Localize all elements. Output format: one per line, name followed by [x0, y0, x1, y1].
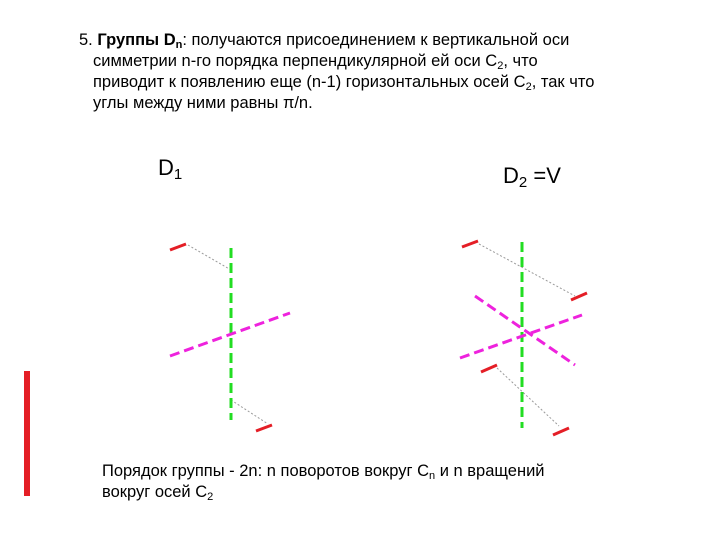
bottom-paragraph	[102, 461, 622, 503]
d2-c2-axis-2	[475, 296, 575, 365]
d1-c2-axis	[170, 313, 290, 356]
intro-text-1: : получаются присоединением к вертикальной оси	[182, 31, 570, 49]
intro-text-4: углы между ними равны π/n.	[93, 94, 313, 112]
subscript: n	[429, 470, 436, 482]
subscript: 2	[525, 81, 532, 93]
intro-text-3b: , так что	[531, 73, 595, 91]
d2-marker-4	[553, 428, 569, 435]
label-d2-subscript: 2	[518, 174, 528, 191]
intro-text-2b: , что	[503, 52, 538, 70]
d2-guide-bottom	[497, 368, 559, 426]
subscript: 2	[207, 491, 214, 503]
d2-guide-top	[479, 244, 575, 296]
bottom-text-1b: и n вращений	[435, 462, 545, 480]
heading-subscript: n	[175, 39, 183, 51]
diagram-d2	[460, 241, 587, 435]
bottom-line-2	[102, 482, 622, 503]
d2-marker-1	[462, 241, 478, 247]
subscript: 2	[497, 60, 504, 72]
label-d1-subscript: 1	[173, 166, 183, 183]
d1-marker-bottom	[256, 425, 272, 431]
d1-marker-top	[170, 244, 186, 250]
d1-guide-top	[188, 245, 231, 270]
intro-text-3: приводит к появлению еще (n-1) горизонтальных осей C	[93, 73, 526, 91]
d2-marker-2	[571, 293, 587, 300]
bottom-text-2: вокруг осей C	[102, 483, 208, 501]
intro-text-2: симметрии n-го порядка перпендикулярной ей оси C	[93, 52, 498, 70]
heading-groups-d: Группы D	[97, 31, 176, 49]
d2-marker-3	[481, 365, 497, 372]
bottom-text-1: Порядок группы - 2n: n поворотов вокруг C	[102, 462, 429, 480]
label-d2-letter: D	[503, 163, 519, 188]
item-number: 5.	[79, 31, 93, 49]
diagram-d1	[170, 244, 290, 431]
label-d1-letter: D	[158, 155, 174, 180]
label-d2-rest: =V	[527, 163, 561, 188]
bottom-line-1	[102, 461, 622, 482]
d1-guide-bottom	[231, 400, 268, 424]
